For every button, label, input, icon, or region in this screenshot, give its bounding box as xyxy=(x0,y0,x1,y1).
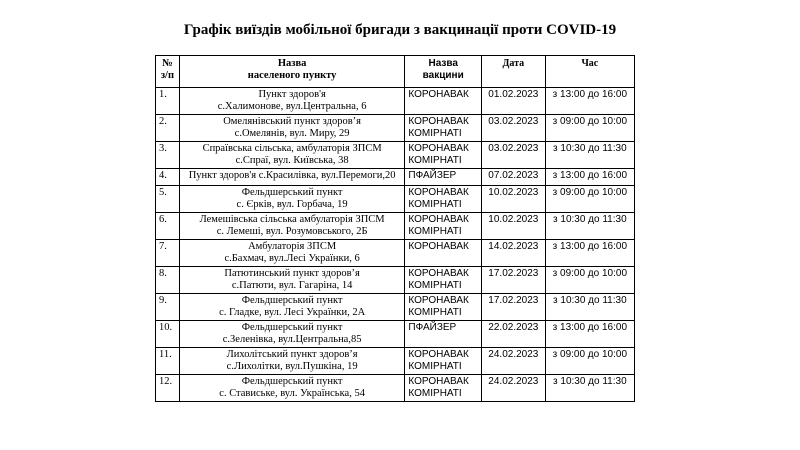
place-name: Пункт здоров'я xyxy=(258,89,326,100)
row-time: з 13:00 до 16:00 xyxy=(545,169,634,186)
table-row xyxy=(156,213,635,240)
row-date: 17.02.2023 xyxy=(481,294,545,321)
table-row xyxy=(156,267,635,294)
header-vaccine: Назва вакцини xyxy=(405,56,482,88)
table-row xyxy=(156,142,635,169)
row-date: 03.02.2023 xyxy=(481,115,545,142)
place-name: Фельдшерський пункт xyxy=(241,295,343,306)
vaccine-name: КОМІРНАТІ xyxy=(408,306,462,318)
row-time: з 09:00 до 10:00 xyxy=(545,267,634,294)
row-date: 14.02.2023 xyxy=(481,240,545,267)
row-place xyxy=(179,186,405,213)
row-place xyxy=(179,213,405,240)
row-vaccine xyxy=(405,267,482,294)
place-address: с.Патюти, вул. Гагаріна, 14 xyxy=(231,279,353,291)
row-date: 01.02.2023 xyxy=(481,88,545,115)
place-name: Патютинський пункт здоров’я xyxy=(224,268,360,279)
row-number: 7. xyxy=(156,240,180,267)
vaccine-name: ПФАЙЗЕР xyxy=(408,322,457,333)
vaccination-schedule-table xyxy=(155,55,635,402)
row-time: з 13:00 до 16:00 xyxy=(545,321,634,348)
table-row xyxy=(156,348,635,375)
vaccine-name: КОРОНАВАК xyxy=(408,116,469,127)
vaccine-name: КОРОНАВАК xyxy=(408,376,469,387)
place-name: Фельдшерський пункт xyxy=(241,187,343,198)
row-date: 03.02.2023 xyxy=(481,142,545,169)
vaccine-name: КОМІРНАТІ xyxy=(408,225,462,237)
row-place xyxy=(179,294,405,321)
vaccine-name: КОРОНАВАК xyxy=(408,349,469,360)
row-time: з 13:00 до 16:00 xyxy=(545,88,634,115)
row-vaccine xyxy=(405,213,482,240)
place-name: Амбулаторія ЗПСМ xyxy=(248,241,337,252)
row-number: 4. xyxy=(156,169,180,186)
row-date: 22.02.2023 xyxy=(481,321,545,348)
header-time: Час xyxy=(545,56,634,88)
table-row xyxy=(156,186,635,213)
vaccine-name: КОМІРНАТІ xyxy=(408,387,462,399)
table-row xyxy=(156,294,635,321)
document-title: Графік виїздів мобільної бригади з вакцинації проти COVID-19 xyxy=(183,22,617,38)
row-number: 12. xyxy=(156,375,180,402)
row-vaccine xyxy=(405,115,482,142)
vaccine-name: КОМІРНАТІ xyxy=(408,198,462,210)
row-number: 8. xyxy=(156,267,180,294)
row-number: 9. xyxy=(156,294,180,321)
row-place xyxy=(179,115,405,142)
header-date: Дата xyxy=(481,56,545,88)
row-time: з 09:00 до 10:00 xyxy=(545,186,634,213)
row-time: з 10:30 до 11:30 xyxy=(545,213,634,240)
row-vaccine xyxy=(405,321,482,348)
row-time: з 10:30 до 11:30 xyxy=(545,142,634,169)
vaccine-name: КОРОНАВАК xyxy=(408,295,469,306)
row-place xyxy=(179,348,405,375)
place-name: Фельдшерський пункт xyxy=(241,376,343,387)
row-place xyxy=(179,321,405,348)
header-place: Назва населеного пункту xyxy=(179,56,405,88)
row-place xyxy=(179,169,405,186)
table-row xyxy=(156,375,635,402)
place-address: с.Спраї, вул. Київська, 38 xyxy=(235,154,349,166)
row-vaccine xyxy=(405,186,482,213)
table-row xyxy=(156,115,635,142)
place-address: с.Зеленівка, вул.Центральна,85 xyxy=(222,333,362,345)
row-vaccine xyxy=(405,294,482,321)
row-number: 10. xyxy=(156,321,180,348)
row-vaccine xyxy=(405,375,482,402)
row-time: з 10:30 до 11:30 xyxy=(545,294,634,321)
place-address: с.Омелянів, вул. Миру, 29 xyxy=(234,127,350,139)
row-date: 24.02.2023 xyxy=(481,375,545,402)
row-place xyxy=(179,240,405,267)
row-time: з 09:00 до 10:00 xyxy=(545,348,634,375)
vaccine-name: КОРОНАВАК xyxy=(408,143,469,154)
place-name: Лихолітський пункт здоров’я xyxy=(226,349,358,360)
row-time: з 10:30 до 11:30 xyxy=(545,375,634,402)
row-date: 10.02.2023 xyxy=(481,186,545,213)
row-place xyxy=(179,142,405,169)
row-number: 1. xyxy=(156,88,180,115)
vaccine-name: КОРОНАВАК xyxy=(408,187,469,198)
row-date: 17.02.2023 xyxy=(481,267,545,294)
row-vaccine xyxy=(405,348,482,375)
vaccine-name: ПФАЙЗЕР xyxy=(408,170,457,181)
place-address: с. Гладке, вул. Лесі Українки, 2А xyxy=(219,306,366,318)
row-vaccine xyxy=(405,88,482,115)
place-address: с. Лемеші, вул. Розумовського, 2Б xyxy=(216,225,368,237)
place-name: Омелянівський пункт здоров’я xyxy=(223,116,362,127)
row-place xyxy=(179,375,405,402)
row-number: 5. xyxy=(156,186,180,213)
row-number: 2. xyxy=(156,115,180,142)
row-number: 3. xyxy=(156,142,180,169)
vaccine-name: КОРОНАВАК xyxy=(408,241,469,252)
place-address: с.Халимонове, вул.Центральна, 6 xyxy=(217,100,367,112)
vaccine-name: КОМІРНАТІ xyxy=(408,279,462,291)
row-date: 10.02.2023 xyxy=(481,213,545,240)
place-address: с. Ставиське, вул. Українська, 54 xyxy=(219,387,365,399)
row-vaccine xyxy=(405,169,482,186)
row-date: 07.02.2023 xyxy=(481,169,545,186)
vaccine-name: КОМІРНАТІ xyxy=(408,154,462,166)
vaccine-name: КОРОНАВАК xyxy=(408,214,469,225)
place-name: Лемешівська сільська амбулаторія ЗПСМ xyxy=(199,214,385,225)
table-row xyxy=(156,88,635,115)
table-row xyxy=(156,169,635,186)
vaccine-name: КОМІРНАТІ xyxy=(408,127,462,139)
header-number: № з/п xyxy=(156,56,180,88)
place-address: с. Єрків, вул. Горбача, 19 xyxy=(236,198,348,210)
row-place xyxy=(179,88,405,115)
place-address: с.Лихолітки, вул.Пушкіна, 19 xyxy=(226,360,358,372)
row-date: 24.02.2023 xyxy=(481,348,545,375)
table-header-row xyxy=(156,56,635,88)
vaccine-name: КОМІРНАТІ xyxy=(408,360,462,372)
vaccine-name: КОРОНАВАК xyxy=(408,268,469,279)
vaccine-name: КОРОНАВАК xyxy=(408,89,469,100)
row-place xyxy=(179,267,405,294)
row-vaccine xyxy=(405,240,482,267)
table-row xyxy=(156,321,635,348)
row-time: з 09:00 до 10:00 xyxy=(545,115,634,142)
place-name: Спраївська сільська, амбулаторія ЗПСМ xyxy=(202,143,382,154)
row-number: 6. xyxy=(156,213,180,240)
row-number: 11. xyxy=(156,348,180,375)
place-name: Пункт здоров'я с.Красилівка, вул.Перемоги,20 xyxy=(188,170,396,181)
row-vaccine xyxy=(405,142,482,169)
row-time: з 13:00 до 16:00 xyxy=(545,240,634,267)
table-row xyxy=(156,240,635,267)
place-address: с.Бахмач, вул.Лесі Українки, 6 xyxy=(224,252,360,264)
place-name: Фельдшерський пункт xyxy=(241,322,343,333)
